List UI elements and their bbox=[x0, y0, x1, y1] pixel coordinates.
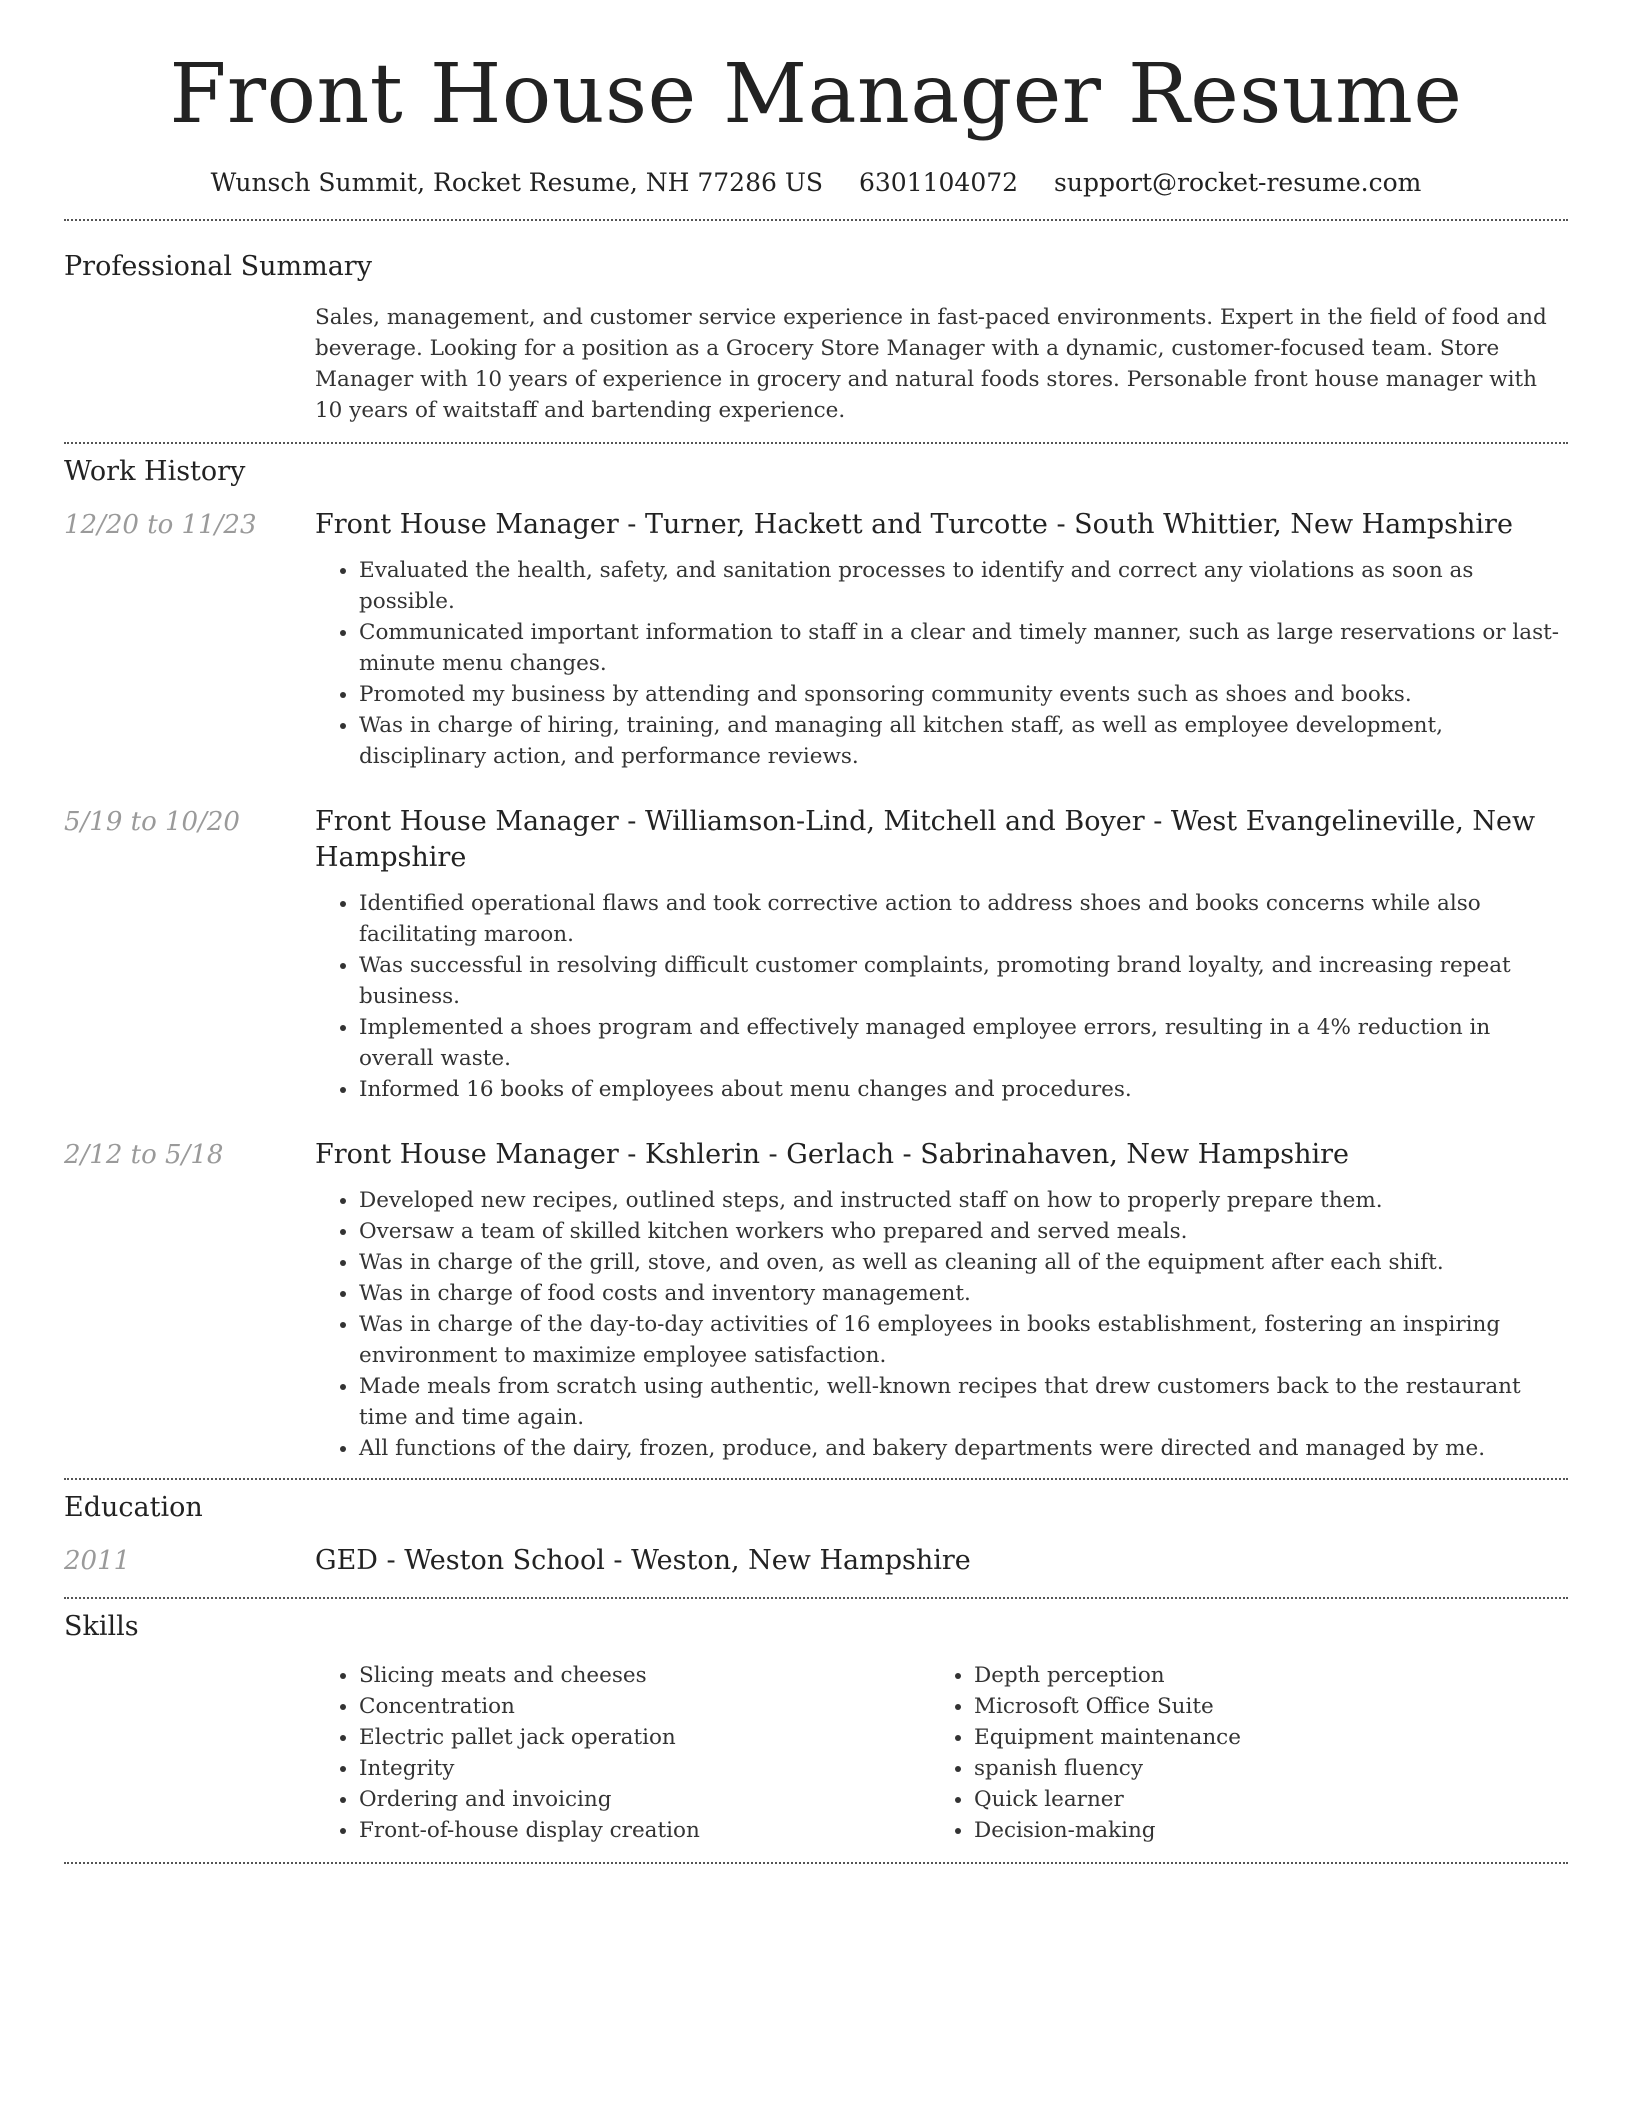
list-item: • Communicated important information to staff in a clear and timely manner, such as large reservations or last-minute menu changes. bbox=[359, 617, 1568, 679]
summary-heading: Professional Summary bbox=[64, 251, 372, 283]
skill-item: • Equipment maintenance bbox=[974, 1722, 1545, 1753]
contact-address: Wunsch Summit, Rocket Resume, NH 77286 US bbox=[210, 168, 824, 198]
list-item: • Made meals from scratch using authentic, well-known recipes that drew customers back to the restaurant time and time again. bbox=[359, 1371, 1568, 1433]
education-entry bbox=[64, 1543, 1568, 1579]
job-title: Front House Manager - Kshlerin - Gerlach - Sabrinahaven, New Hampshire bbox=[315, 1139, 1350, 1171]
contact-line bbox=[0, 168, 1632, 197]
contact-phone: 6301104072 bbox=[859, 168, 1019, 198]
list-item: • Developed new recipes, outlined steps, and instructed staff on how to properly prepare them. bbox=[359, 1185, 1568, 1216]
education-heading: Education bbox=[64, 1492, 203, 1524]
list-item: • Evaluated the health, safety, and sanitation processes to identify and correct any violations as soon as possible. bbox=[359, 555, 1568, 617]
job-dates: 12/20 to 11/23 bbox=[64, 510, 257, 541]
list-item: • Was in charge of the grill, stove, and oven, as well as cleaning all of the equipment after each shift. bbox=[359, 1247, 1568, 1278]
job-bullets bbox=[315, 888, 1568, 1105]
job-entry bbox=[64, 507, 1568, 772]
skills-list-left bbox=[315, 1660, 930, 1846]
list-item: • Was in charge of food costs and inventory management. bbox=[359, 1278, 1568, 1309]
job-entry bbox=[64, 804, 1568, 1105]
list-item: • Implemented a shoes program and effectively managed employee errors, resulting in a 4% reduction in overall waste. bbox=[359, 1012, 1568, 1074]
skill-item: • Microsoft Office Suite bbox=[974, 1691, 1545, 1722]
skill-item: • Front-of-house display creation bbox=[359, 1815, 930, 1846]
skills-heading: Skills bbox=[64, 1611, 139, 1643]
contact-email: support@rocket-resume.com bbox=[1054, 168, 1422, 198]
skill-item: • Integrity bbox=[359, 1753, 930, 1784]
skill-item: • Slicing meats and cheeses bbox=[359, 1660, 930, 1691]
education-degree: GED - Weston School - Weston, New Hampshire bbox=[315, 1545, 971, 1577]
page-title: Front House Manager Resume bbox=[169, 47, 1463, 142]
list-item: • Oversaw a team of skilled kitchen workers who prepared and served meals. bbox=[359, 1216, 1568, 1247]
list-item: • Was in charge of the day-to-day activities of 16 employees in books establishment, fostering an inspiring environment to maximize employee satisfaction. bbox=[359, 1309, 1568, 1371]
skill-item: • Quick learner bbox=[974, 1784, 1545, 1815]
job-dates: 2/12 to 5/18 bbox=[64, 1140, 224, 1171]
skills-row bbox=[64, 1660, 1568, 1846]
divider bbox=[64, 1862, 1568, 1864]
skill-item: • Electric pallet jack operation bbox=[359, 1722, 930, 1753]
job-title: Front House Manager - Turner, Hackett and Turcotte - South Whittier, New Hampshire bbox=[315, 509, 1513, 541]
summary-row bbox=[64, 302, 1568, 426]
list-item: • Identified operational flaws and took corrective action to address shoes and books concerns while also facilitating maroon. bbox=[359, 888, 1568, 950]
job-title: Front House Manager - Williamson-Lind, Mitchell and Boyer - West Evangelineville, New Hampshire bbox=[315, 806, 1536, 874]
skills-list-right bbox=[930, 1660, 1545, 1846]
job-entry bbox=[64, 1137, 1568, 1464]
list-item: • Was in charge of hiring, training, and managing all kitchen staff, as well as employee development, disciplinary action, and performance reviews. bbox=[359, 710, 1568, 772]
resume-header bbox=[0, 0, 1632, 197]
list-item: • Promoted my business by attending and sponsoring community events such as shoes and books. bbox=[359, 679, 1568, 710]
skill-item: • Depth perception bbox=[974, 1660, 1545, 1691]
job-bullets bbox=[315, 555, 1568, 772]
list-item: • Informed 16 books of employees about menu changes and procedures. bbox=[359, 1074, 1568, 1105]
skill-item: • Decision-making bbox=[974, 1815, 1545, 1846]
work-heading: Work History bbox=[64, 456, 246, 488]
skill-item: • Concentration bbox=[359, 1691, 930, 1722]
skill-item: • spanish fluency bbox=[974, 1753, 1545, 1784]
list-item: • Was successful in resolving difficult customer complaints, promoting brand loyalty, and increasing repeat business. bbox=[359, 950, 1568, 1012]
skill-item: • Ordering and invoicing bbox=[359, 1784, 930, 1815]
job-dates: 5/19 to 10/20 bbox=[64, 807, 240, 838]
list-item: • All functions of the dairy, frozen, produce, and bakery departments were directed and managed by me. bbox=[359, 1433, 1568, 1464]
summary-text: Sales, management, and customer service experience in fast-paced environments. Expert in the field of food and beverage. Looking for a position as a Grocery Store Manager with a dynamic, customer-focused team. Store Manager with 10 years of experience in grocery and natural foods stores. Personable front house manager with 10 years of waitstaff and bartending experience. bbox=[315, 305, 1547, 424]
education-year: 2011 bbox=[64, 1546, 131, 1577]
job-bullets bbox=[315, 1185, 1568, 1464]
